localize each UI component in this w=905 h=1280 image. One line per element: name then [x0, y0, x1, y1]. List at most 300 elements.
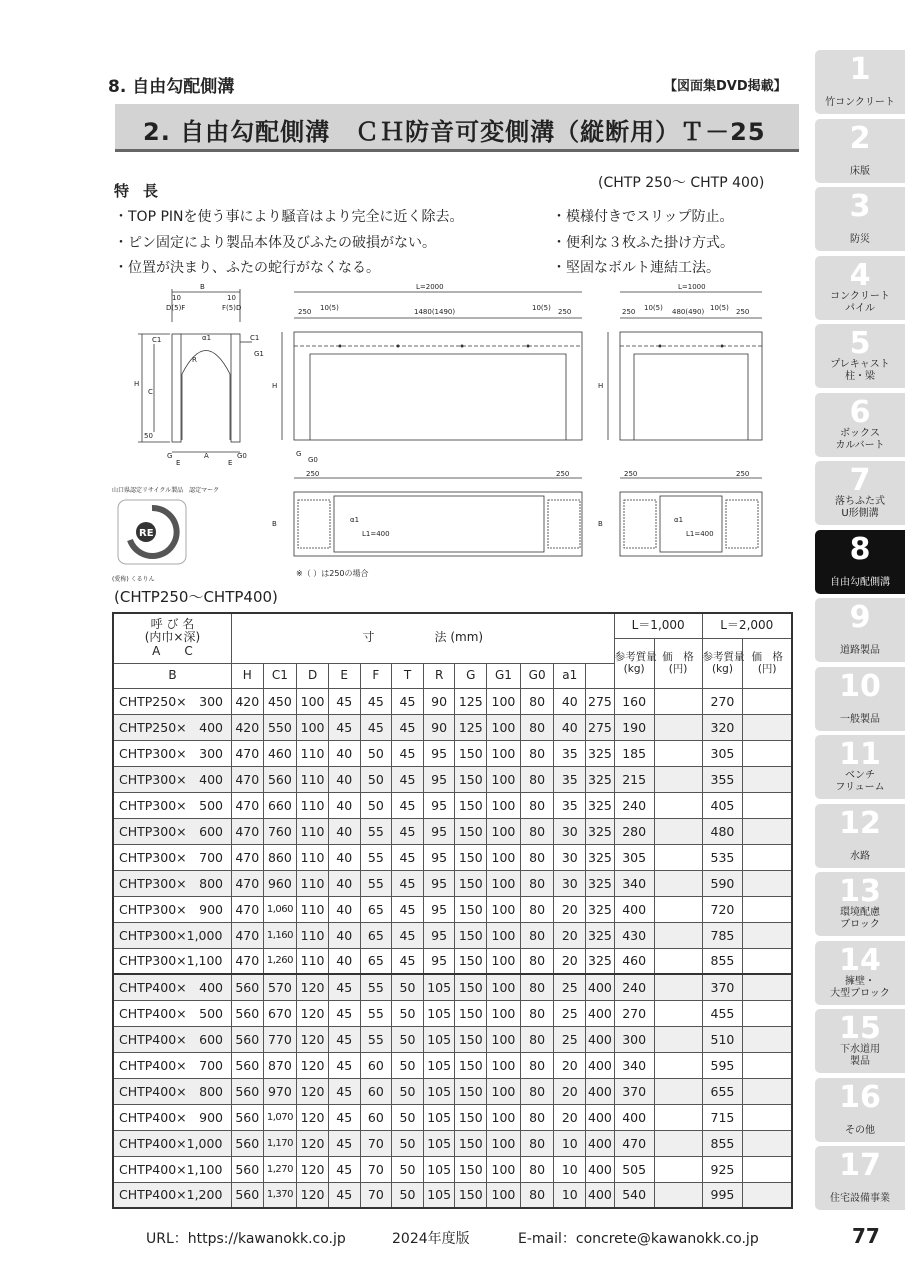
table-cell: 30 — [554, 818, 586, 844]
table-cell: 510 — [702, 1026, 743, 1052]
table-cell: 150 — [455, 766, 487, 792]
title-box — [115, 104, 799, 152]
col-header-h: H — [231, 663, 263, 688]
chapter-tab-8[interactable] — [815, 530, 905, 594]
table-cell: 50 — [392, 1078, 424, 1104]
table-cell: 45 — [392, 870, 424, 896]
table-cell: 150 — [455, 1026, 487, 1052]
table-cell: 80 — [520, 1052, 554, 1078]
table-cell: 505 — [614, 1156, 654, 1182]
product-name-cell: CHTP300× 700 — [113, 844, 231, 870]
table-cell: 125 — [455, 688, 487, 714]
table-cell: 20 — [554, 1104, 586, 1130]
table-cell: 570 — [263, 974, 297, 1000]
table-cell: 55 — [360, 974, 392, 1000]
product-name-cell: CHTP250× 400 — [113, 714, 231, 740]
chapter-tab-label: ボックス カルバート — [835, 427, 885, 451]
dim-s1000-250a: 250 — [622, 308, 636, 316]
table-cell: 45 — [392, 896, 424, 922]
product-name-cell: CHTP400×1,000 — [113, 1130, 231, 1156]
table-cell: 400 — [586, 1130, 615, 1156]
table-cell: 80 — [520, 792, 554, 818]
table-cell: 50 — [392, 1156, 424, 1182]
dim-p2000-alpha: α1 — [350, 516, 360, 524]
footer-url[interactable]: URL：https://kawanokk.co.jp — [146, 1231, 346, 1247]
table-cell: 110 — [297, 844, 329, 870]
chapter-tab-3[interactable] — [815, 187, 905, 251]
col-header-a1: a1 — [554, 663, 586, 688]
table-cell: 50 — [360, 792, 392, 818]
table-cell: 50 — [360, 740, 392, 766]
table-cell: 150 — [455, 1078, 487, 1104]
table-cell: 50 — [392, 1000, 424, 1026]
table-cell — [654, 844, 702, 870]
table-cell: 325 — [586, 870, 615, 896]
table-cell: 325 — [586, 792, 615, 818]
table-cell: 35 — [554, 740, 586, 766]
col-header-dim: 寸 法 (mm) — [231, 613, 614, 663]
col-header-name: 呼 び 名 (内巾×深) A C — [113, 613, 231, 663]
table-cell: 45 — [392, 740, 424, 766]
dim-10-left: 10 — [172, 294, 181, 302]
table-cell — [654, 1078, 702, 1104]
chapter-tab-number: 1 — [849, 52, 871, 87]
table-cell: 45 — [328, 688, 360, 714]
table-cell: 1,370 — [263, 1182, 297, 1208]
col-header-price-1000: 価 格 (円) — [654, 638, 702, 688]
table-cell: 150 — [455, 896, 487, 922]
table-cell: 95 — [423, 948, 455, 974]
chapter-tab-17[interactable] — [815, 1146, 905, 1210]
chapter-tab-12[interactable] — [815, 804, 905, 868]
table-cell: 105 — [423, 1104, 455, 1130]
dim-g-left: G — [167, 452, 173, 460]
table-cell: 35 — [554, 792, 586, 818]
chapter-tab-9[interactable] — [815, 598, 905, 662]
table-cell: 150 — [455, 948, 487, 974]
dim-p1000-alpha: α1 — [674, 516, 684, 524]
table-cell: 855 — [702, 1130, 743, 1156]
table-cell: 95 — [423, 792, 455, 818]
chapter-tab-label: 一般製品 — [840, 713, 880, 725]
table-cell: 105 — [423, 974, 455, 1000]
table-cell: 50 — [392, 974, 424, 1000]
dvd-label: 【図面集DVD掲載】 — [664, 79, 787, 94]
table-cell — [743, 1026, 792, 1052]
chapter-tab-label: 下水道用 製品 — [840, 1044, 880, 1067]
table-cell: 560 — [231, 1156, 263, 1182]
chapter-tab-6[interactable] — [815, 393, 905, 457]
table-cell: 40 — [328, 792, 360, 818]
chapter-tab-4[interactable] — [815, 256, 905, 320]
table-cell: 190 — [614, 714, 654, 740]
table-cell: 150 — [455, 974, 487, 1000]
feature-right-2: ・便利な３枚ふた掛け方式。 — [552, 235, 734, 251]
table-cell: 45 — [328, 714, 360, 740]
feature-right-3: ・堅固なボルト連結工法。 — [552, 260, 720, 276]
table-row — [113, 766, 792, 792]
table-cell: 100 — [487, 1156, 521, 1182]
table-cell: 40 — [328, 844, 360, 870]
table-cell: 45 — [392, 844, 424, 870]
product-name-cell: CHTP400× 600 — [113, 1026, 231, 1052]
table-cell: 45 — [328, 1000, 360, 1026]
table-cell: 150 — [455, 1000, 487, 1026]
chapter-tab-label: 擁壁・ 大型ブロック — [830, 975, 890, 999]
dim-s1000-span: 480(490) — [672, 308, 705, 316]
table-cell: 100 — [487, 714, 521, 740]
table-cell: 45 — [328, 1052, 360, 1078]
table-row — [113, 740, 792, 766]
table-cell: 540 — [614, 1182, 654, 1208]
table-cell: 300 — [614, 1026, 654, 1052]
table-cell: 670 — [263, 1000, 297, 1026]
table-cell: 25 — [554, 1000, 586, 1026]
table-cell: 110 — [297, 740, 329, 766]
table-cell: 400 — [586, 1104, 615, 1130]
table-cell: 325 — [586, 948, 615, 974]
table-cell: 110 — [297, 792, 329, 818]
table-cell: 480 — [702, 818, 743, 844]
table-cell: 470 — [231, 818, 263, 844]
table-cell: 560 — [263, 766, 297, 792]
table-row — [113, 922, 792, 948]
chapter-tab-number: 17 — [839, 1148, 881, 1183]
table-cell: 80 — [520, 922, 554, 948]
table-cell: 120 — [297, 1130, 329, 1156]
dim-dfl: D(5)F — [166, 304, 186, 312]
col-header-weight-1000: 参考質量 (kg) — [614, 638, 654, 688]
table-cell: 995 — [702, 1182, 743, 1208]
table-cell: 420 — [231, 688, 263, 714]
table-cell: 45 — [392, 922, 424, 948]
table-cell: 240 — [614, 792, 654, 818]
table-cell: 55 — [360, 844, 392, 870]
product-name-cell: CHTP400× 400 — [113, 974, 231, 1000]
chapter-tab-number: 16 — [839, 1079, 881, 1115]
table-cell: 560 — [231, 1026, 263, 1052]
table-cell: 80 — [520, 1156, 554, 1182]
table-cell: 80 — [520, 818, 554, 844]
table-cell: 275 — [586, 714, 615, 740]
page-title: 2. 自由勾配側溝 ＣＨ防音可変側溝（縦断用）Ｔ－25 — [143, 118, 766, 146]
dim-10-right: 10 — [227, 294, 236, 302]
cross-section-drawing — [138, 289, 252, 452]
table-cell: 150 — [455, 870, 487, 896]
table-cell: 470 — [231, 870, 263, 896]
table-cell: 50 — [392, 1130, 424, 1156]
col-header-d: D — [297, 663, 329, 688]
table-cell — [743, 1000, 792, 1026]
table-cell: 105 — [423, 1000, 455, 1026]
table-cell: 80 — [520, 870, 554, 896]
chapter-tab-number: 13 — [839, 874, 881, 909]
table-cell: 120 — [297, 974, 329, 1000]
table-cell: 340 — [614, 870, 654, 896]
table-cell: 560 — [231, 1052, 263, 1078]
dim-h: H — [134, 380, 140, 388]
table-cell: 40 — [328, 818, 360, 844]
table-cell: 560 — [231, 974, 263, 1000]
table-cell: 10 — [554, 1182, 586, 1208]
table-cell: 100 — [487, 922, 521, 948]
table-cell: 80 — [520, 1130, 554, 1156]
table-cell: 45 — [328, 1130, 360, 1156]
table-cell: 100 — [487, 896, 521, 922]
table-cell: 470 — [231, 740, 263, 766]
chapter-tab-2[interactable] — [815, 119, 905, 183]
dim-p1000-250a: 250 — [624, 470, 638, 478]
product-name-cell: CHTP250× 300 — [113, 688, 231, 714]
table-cell: 355 — [702, 766, 743, 792]
table-cell: 150 — [455, 844, 487, 870]
table-cell: 150 — [455, 1104, 487, 1130]
table-cell — [654, 1182, 702, 1208]
table-cell: 400 — [586, 974, 615, 1000]
table-cell — [654, 688, 702, 714]
table-cell: 325 — [586, 844, 615, 870]
table-cell: 20 — [554, 896, 586, 922]
table-cell: 100 — [487, 1104, 521, 1130]
table-cell: 40 — [328, 766, 360, 792]
table-cell: 110 — [297, 870, 329, 896]
table-cell: 430 — [614, 922, 654, 948]
product-name-cell: CHTP400× 800 — [113, 1078, 231, 1104]
product-name-cell: CHTP300×1,100 — [113, 948, 231, 974]
table-cell: 460 — [614, 948, 654, 974]
chapter-tab-number: 14 — [839, 942, 881, 978]
product-name-cell: CHTP300× 600 — [113, 818, 231, 844]
table-cell: 45 — [360, 688, 392, 714]
table-cell — [743, 1104, 792, 1130]
table-cell — [743, 922, 792, 948]
table-cell: 20 — [554, 1078, 586, 1104]
chapter-tab-label: 竹コンクリート — [825, 97, 895, 108]
table-cell: 400 — [586, 1156, 615, 1182]
table-cell: 95 — [423, 740, 455, 766]
table-cell — [743, 688, 792, 714]
table-cell: 50 — [392, 1182, 424, 1208]
table-cell: 280 — [614, 818, 654, 844]
table-cell: 325 — [586, 740, 615, 766]
chapter-tab-label: 水路 — [850, 850, 870, 862]
table-cell: 160 — [614, 688, 654, 714]
table-row — [113, 844, 792, 870]
table-row — [113, 948, 792, 974]
table-cell — [654, 1130, 702, 1156]
table-cell: 80 — [520, 714, 554, 740]
dim-p2000-b: B — [272, 520, 277, 528]
table-cell: 55 — [360, 1000, 392, 1026]
table-cell: 150 — [455, 1156, 487, 1182]
table-cell: 1,170 — [263, 1130, 297, 1156]
chapter-tab-label: 落ちふた式 U形側溝 — [835, 496, 885, 519]
table-cell — [743, 948, 792, 974]
table-cell: 185 — [614, 740, 654, 766]
cross-section-labels — [134, 283, 264, 467]
chapter-tab-11[interactable] — [815, 735, 905, 799]
dim-p1000-b: B — [598, 520, 603, 528]
table-cell — [743, 740, 792, 766]
table-cell: 590 — [702, 870, 743, 896]
dim-p2000-250b: 250 — [556, 470, 570, 478]
table-cell: 45 — [392, 714, 424, 740]
table-row — [113, 792, 792, 818]
table-cell: 50 — [392, 1052, 424, 1078]
table-cell — [743, 896, 792, 922]
chapter-tab-number: 7 — [849, 463, 871, 498]
table-cell: 400 — [586, 1052, 615, 1078]
table-row — [113, 896, 792, 922]
dim-g1: G1 — [254, 350, 264, 358]
table-cell — [654, 766, 702, 792]
table-cell: 715 — [702, 1104, 743, 1130]
table-cell: 320 — [702, 714, 743, 740]
table-cell: 110 — [297, 766, 329, 792]
table-cell: 150 — [455, 1130, 487, 1156]
chapter-tab-1[interactable] — [815, 50, 905, 114]
table-cell: 90 — [423, 714, 455, 740]
product-name-cell: CHTP400× 500 — [113, 1000, 231, 1026]
footer-email[interactable]: E-mail：concrete@kawanokk.co.jp — [518, 1231, 759, 1247]
table-cell: 10 — [554, 1156, 586, 1182]
chapter-tab-label: 防災 — [850, 234, 870, 245]
feature-left-2: ・ピン固定により製品本体及びふたの破損がない。 — [114, 235, 436, 251]
table-cell — [654, 948, 702, 974]
dim-s1000-10a: 10(5) — [644, 304, 663, 312]
table-cell: 120 — [297, 1078, 329, 1104]
table-cell — [743, 1130, 792, 1156]
dim-s1000-250b: 250 — [736, 308, 750, 316]
dim-s2000-span: 1480(1490) — [414, 308, 456, 316]
table-cell — [743, 792, 792, 818]
table-cell: 20 — [554, 948, 586, 974]
chapter-tab-13[interactable] — [815, 872, 905, 936]
chapter-tab-number: 5 — [849, 326, 871, 361]
table-cell: 325 — [586, 896, 615, 922]
table-cell: 60 — [360, 1104, 392, 1130]
table-cell: 100 — [487, 1078, 521, 1104]
table-cell — [743, 870, 792, 896]
table-cell: 120 — [297, 1156, 329, 1182]
side-view-1000 — [608, 292, 762, 556]
table-cell: 65 — [360, 922, 392, 948]
chapter-tab-5[interactable] — [815, 324, 905, 388]
table-cell: 90 — [423, 688, 455, 714]
table-cell: 10 — [554, 1130, 586, 1156]
table-cell: 45 — [392, 818, 424, 844]
table-cell — [743, 766, 792, 792]
table-cell: 45 — [328, 974, 360, 1000]
table-cell — [654, 714, 702, 740]
table-row — [113, 1052, 792, 1078]
chapter-tab-16[interactable] — [815, 1078, 905, 1142]
table-cell: 470 — [231, 766, 263, 792]
table-cell: 80 — [520, 1026, 554, 1052]
table-cell: 110 — [297, 896, 329, 922]
table-cell: 50 — [392, 1026, 424, 1052]
dim-e-right: E — [228, 459, 233, 467]
table-cell: 270 — [614, 1000, 654, 1026]
recycle-logo — [112, 485, 220, 583]
dim-g0-right: G0 — [237, 452, 247, 460]
table-cell: 55 — [360, 1026, 392, 1052]
table-row — [113, 1078, 792, 1104]
chapter-tab-number: 4 — [849, 257, 871, 293]
table-cell: 100 — [487, 792, 521, 818]
chapter-tab-7[interactable] — [815, 461, 905, 525]
table-cell: 80 — [520, 1000, 554, 1026]
table-cell: 100 — [487, 818, 521, 844]
table-cell: 215 — [614, 766, 654, 792]
table-cell: 30 — [554, 870, 586, 896]
table-cell: 855 — [702, 948, 743, 974]
table-cell: 45 — [328, 1104, 360, 1130]
table-cell: 960 — [263, 870, 297, 896]
dim-b: B — [200, 283, 205, 291]
table-cell: 40 — [328, 740, 360, 766]
dim-p1000-250b: 250 — [736, 470, 750, 478]
table-row — [113, 714, 792, 740]
table-cell: 45 — [328, 1156, 360, 1182]
dim-alpha: α1 — [202, 334, 212, 342]
col-header-t: T — [392, 663, 424, 688]
table-cell: 100 — [297, 714, 329, 740]
table-cell: 785 — [702, 922, 743, 948]
chapter-tab-14[interactable] — [815, 941, 905, 1005]
table-cell: 70 — [360, 1156, 392, 1182]
chapter-tab-label: その他 — [845, 1124, 875, 1136]
table-cell — [743, 714, 792, 740]
dim-s2000-g0: G0 — [308, 456, 318, 464]
table-cell: 400 — [614, 896, 654, 922]
chapter-tab-label: 自由勾配側溝 — [830, 576, 890, 588]
table-cell: 105 — [423, 1026, 455, 1052]
table-cell: 460 — [263, 740, 297, 766]
table-cell: 45 — [328, 1026, 360, 1052]
table-cell: 970 — [263, 1078, 297, 1104]
table-cell: 80 — [520, 740, 554, 766]
table-row — [113, 1130, 792, 1156]
table-cell: 100 — [487, 766, 521, 792]
table-cell: 560 — [231, 1104, 263, 1130]
dim-s1000-10b: 10(5) — [710, 304, 729, 312]
dim-l1000: L=1000 — [678, 283, 706, 291]
table-cell: 60 — [360, 1078, 392, 1104]
table-cell: 105 — [423, 1130, 455, 1156]
table-cell: 150 — [455, 922, 487, 948]
table-cell: 95 — [423, 922, 455, 948]
table-cell: 50 — [360, 766, 392, 792]
table-row — [113, 688, 792, 714]
table-cell: 80 — [520, 1104, 554, 1130]
product-name-cell: CHTP400× 700 — [113, 1052, 231, 1078]
table-cell: 400 — [586, 1078, 615, 1104]
product-name-cell: CHTP300× 300 — [113, 740, 231, 766]
dim-a: A — [204, 452, 209, 460]
spec-table — [112, 612, 793, 1209]
col-header-g0: G0 — [520, 663, 554, 688]
table-cell: 25 — [554, 1026, 586, 1052]
table-cell: 100 — [487, 948, 521, 974]
table-cell: 275 — [586, 688, 615, 714]
dim-l2000: L=2000 — [416, 283, 444, 291]
drawing-note: ※（ ）は250の場合 — [296, 569, 369, 578]
dim-s2000-g: G — [296, 450, 302, 458]
chapter-tab-10[interactable] — [815, 667, 905, 731]
table-cell: 100 — [487, 844, 521, 870]
chapter-tab-15[interactable] — [815, 1009, 905, 1073]
